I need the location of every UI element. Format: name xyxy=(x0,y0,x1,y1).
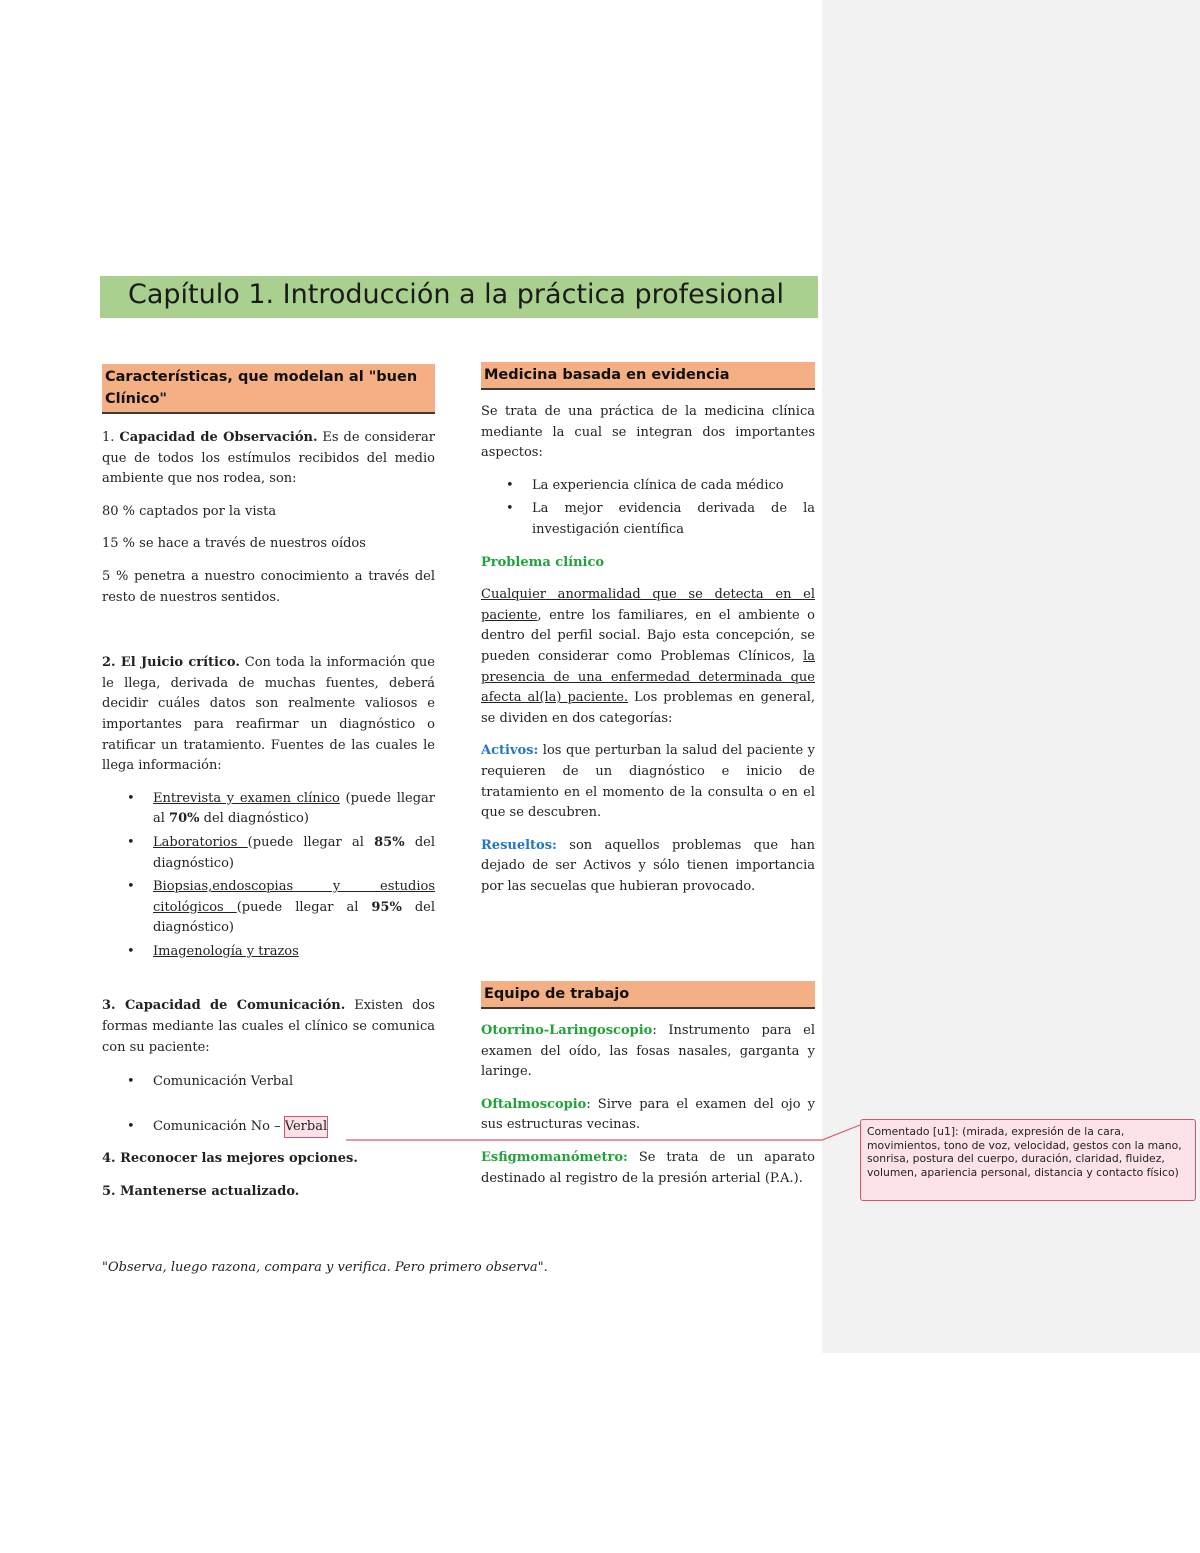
item-5: 5. Mantenerse actualizado. xyxy=(102,1184,300,1200)
mbe-paragraph: Se trata de una práctica de la medicina clínica mediante la cual se integran dos importantes aspectos: xyxy=(481,404,815,461)
juicio-text: Con toda la información que le llega, derivada de muchas fuentes, deberá decidir cuáles datos son realmente valiosos e importantes para reafirmar un diagnóstico o ratificar un tratamiento. Fuentes de las cuales le llega información: xyxy=(102,655,435,774)
observation-heading: Capacidad de Observación. xyxy=(119,430,318,445)
list-item: • Imagenología y trazos xyxy=(102,942,435,963)
mbe-header: Medicina basada en evidencia xyxy=(481,362,815,390)
juicio-heading: 2. El Juicio crítico. xyxy=(102,655,240,671)
activos-paragraph: Activos: los que perturban la salud del paciente y requieren de un diagnóstico e inicio de tratamiento en el momento de la consulta o en el que se descubren. xyxy=(481,743,815,821)
list-item: • La experiencia clínica de cada médico xyxy=(481,476,815,497)
resueltos-paragraph: Resueltos: son aquellos problemas que han dejado de ser Activos y sólo tienen importancia por las secuelas que hubieran provocado. xyxy=(481,837,815,894)
comment-text: (mirada, expresión de la cara, movimientos, tono de voz, velocidad, gestos con la mano, sonrisa, postura del cuerpo, duración, claridad, fluidez, volumen, apariencia personal, distancia y contacto físico) xyxy=(867,1125,1182,1179)
list-item: • La mejor evidencia derivada de la investigación científica xyxy=(481,499,815,540)
list-item: • Biopsias,endoscopias y estudios citológicos (puede llegar al 95% del diagnóstico) xyxy=(102,877,435,939)
comment-balloon[interactable] xyxy=(860,1119,1196,1201)
closing-quote: "Observa, luego razona, compara y verifica. Pero primero observa". xyxy=(102,1260,548,1275)
comunicacion-heading: 3. Capacidad de Comunicación. xyxy=(102,998,346,1014)
list-item: • Comunicación No – Verbal xyxy=(102,1117,435,1138)
stat-hearing: 15 % se hace a través de nuestros oídos xyxy=(102,536,366,552)
left-section-header: Características, que modelan al "buen Clínico" xyxy=(102,364,435,414)
problema-clinico-title: Problema clínico xyxy=(481,554,605,570)
oftalmoscopio-paragraph: Oftalmoscopio: Sirve para el examen del ojo y sus estructuras vecinas. xyxy=(481,1096,815,1133)
esfigmomanometro-paragraph: Esfigmomanómetro: Se trata de un aparato destinado al registro de la presión arterial (P.A.). xyxy=(481,1149,815,1186)
list-item: • Comunicación Verbal xyxy=(102,1072,435,1093)
chapter-title: Capítulo 1. Introducción a la práctica profesional xyxy=(128,279,785,310)
stat-vision: 80 % captados por la vista xyxy=(102,503,277,519)
comunicacion-text: Existen dos formas mediante las cuales el clínico se comunica con su paciente: xyxy=(102,998,435,1055)
problema-paragraph: Cualquier anormalidad que se detecta en el paciente, entre los familiares, en el ambiente o dentro del perfil social. Bajo esta concepción, se pueden considerar como Problemas Clínicos, la presencia de una enfermedad determinada que afecta al(la) paciente. Los problemas en general, se dividen en dos categorías: xyxy=(481,587,815,726)
equipo-header: Equipo de trabajo xyxy=(481,981,815,1009)
item-4: 4. Reconocer las mejores opciones. xyxy=(102,1151,358,1167)
list-item: • Laboratorios (puede llegar al 85% del diagnóstico) xyxy=(102,833,435,874)
list-item: • Entrevista y examen clínico (puede llegar al 70% del diagnóstico) xyxy=(102,789,435,830)
observation-text: Es de considerar que de todos los estímulos recibidos del medio ambiente que nos rodea, son: xyxy=(102,430,435,487)
commented-text[interactable]: Verbal xyxy=(285,1117,327,1138)
observation-number: 1. xyxy=(102,430,115,445)
otorrino-paragraph: Otorrino-Laringoscopio: Instrumento para el examen del oído, las fosas nasales, garganta y laringe. xyxy=(481,1023,815,1080)
stat-other-senses: 5 % penetra a nuestro conocimiento a través del resto de nuestros sentidos. xyxy=(102,568,435,605)
comment-label: Comentado [u1]: xyxy=(867,1125,959,1138)
